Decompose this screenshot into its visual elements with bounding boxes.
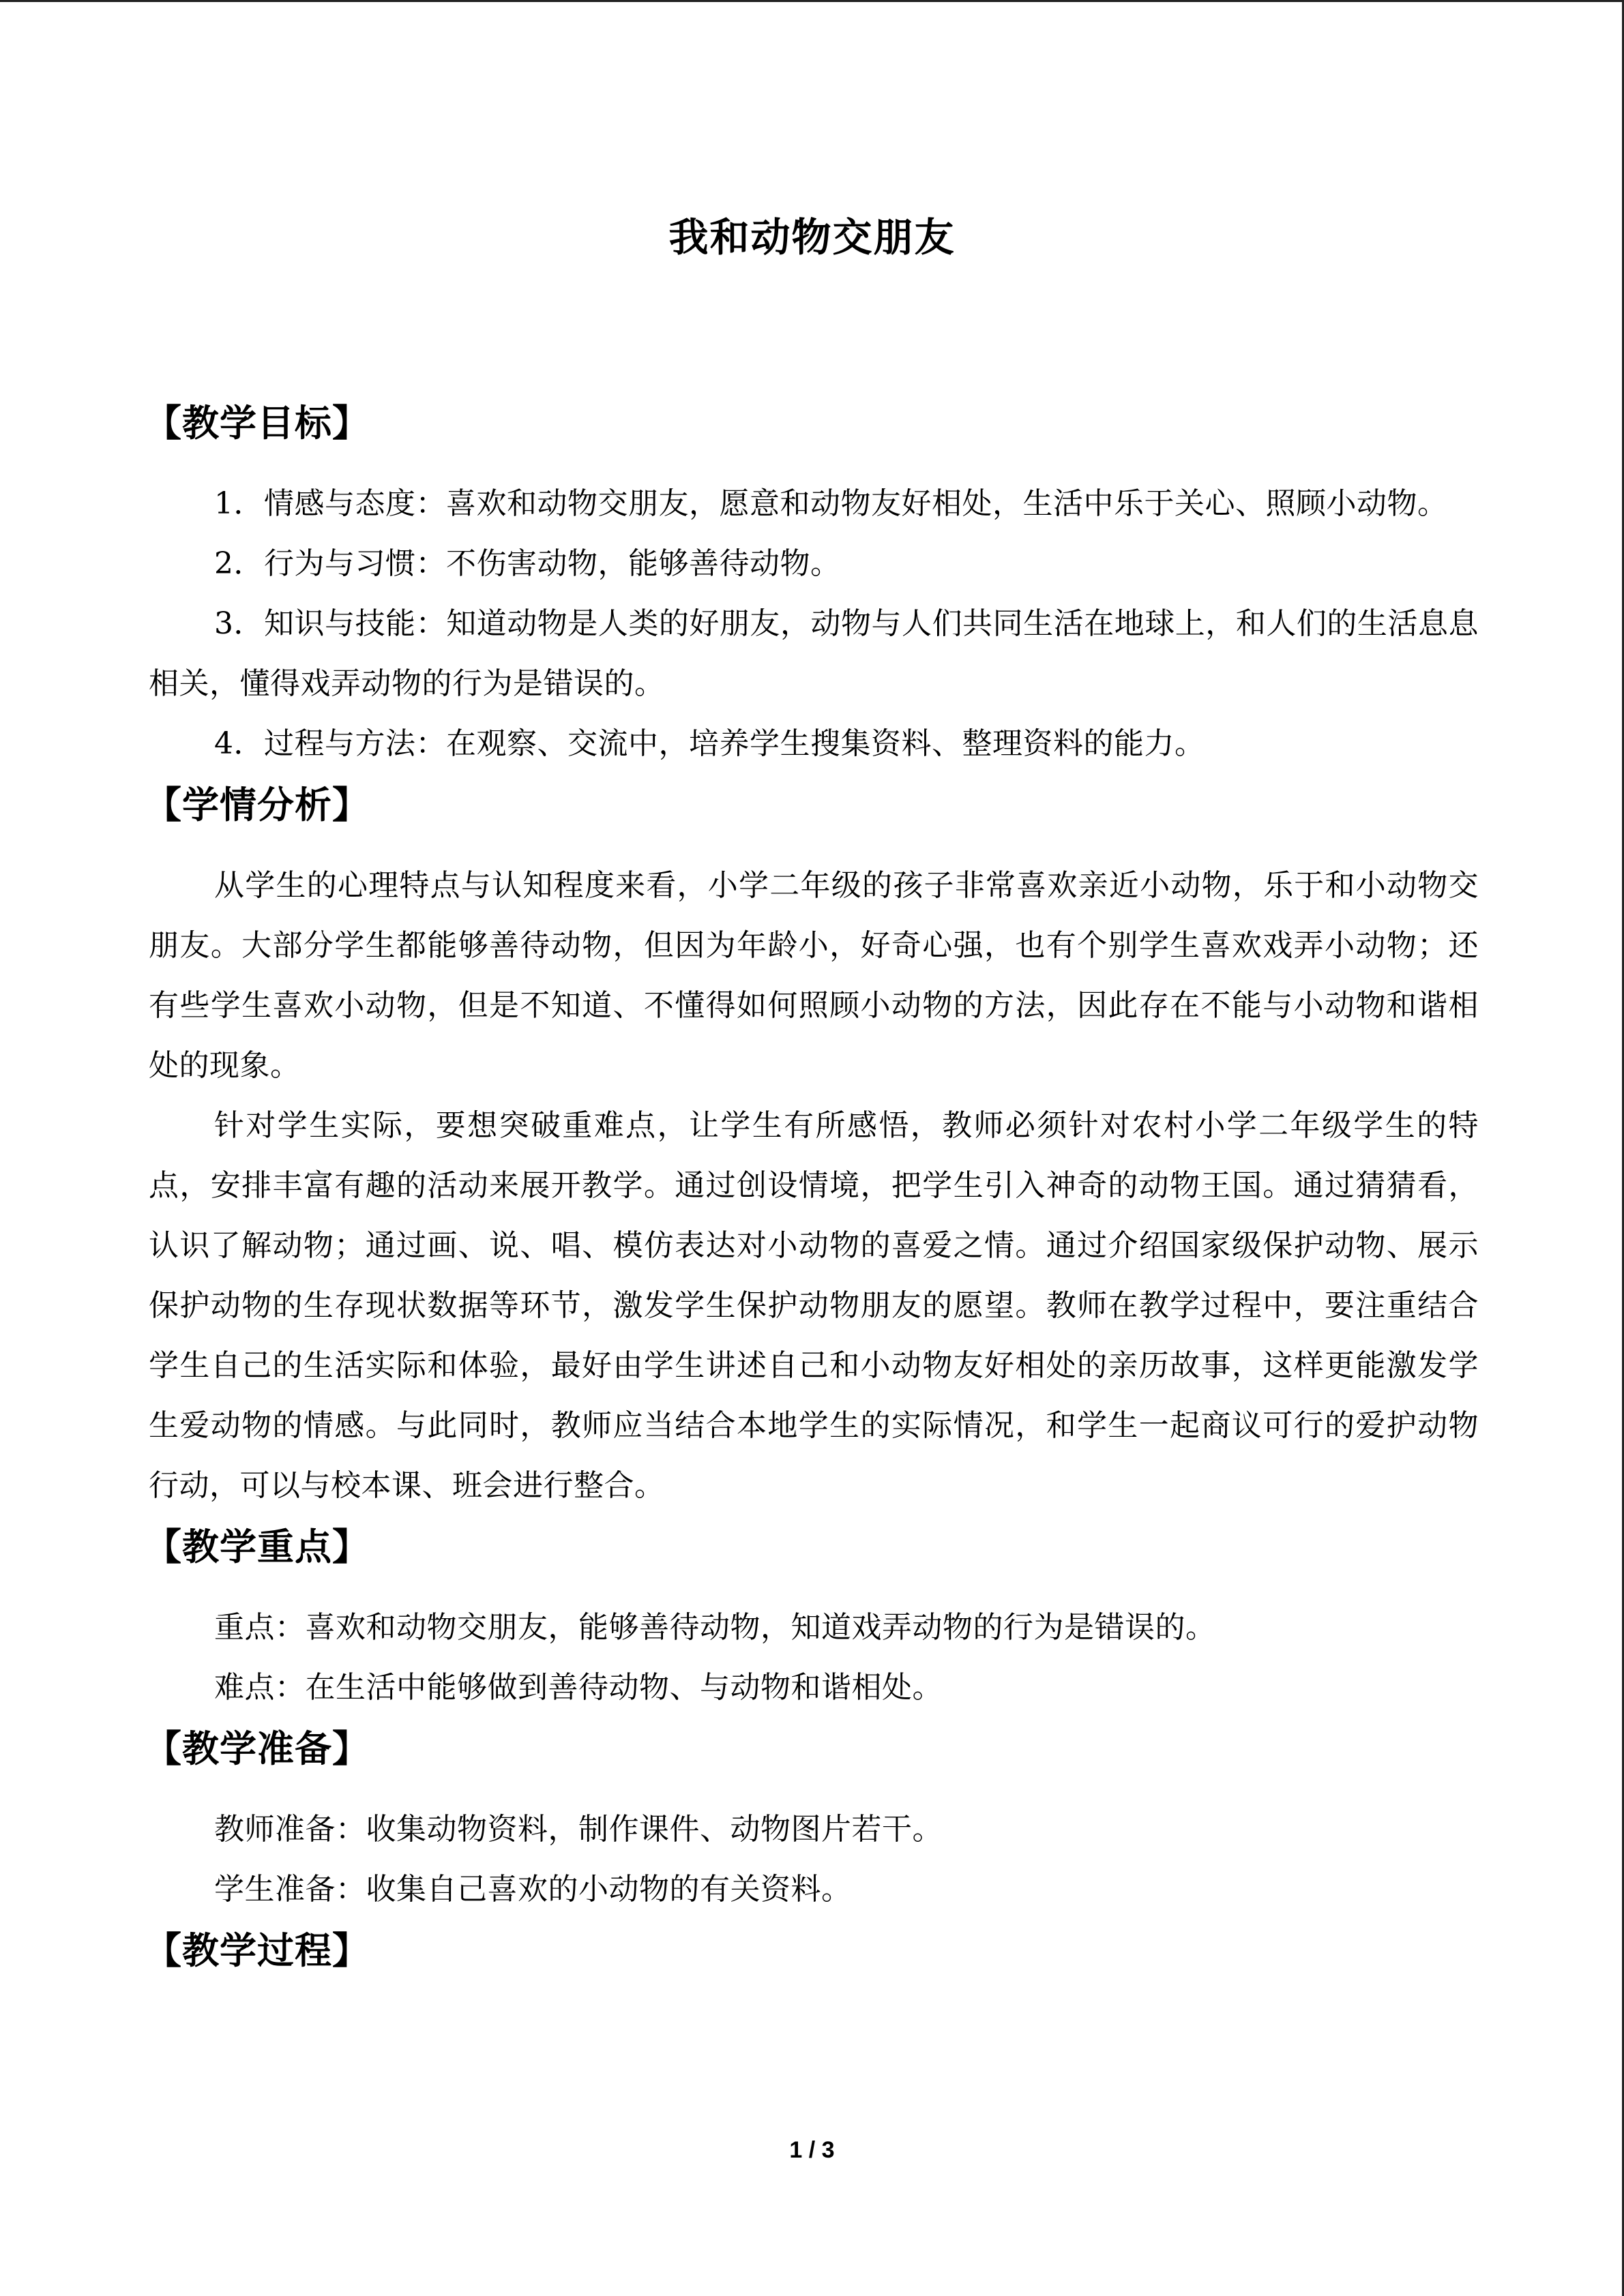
document-body — [145, 392, 1479, 1981]
paragraph: 2．行为与习惯：不伤害动物，能够善待动物。 — [214, 546, 841, 581]
document-title: 我和动物交朋友 — [668, 214, 956, 260]
section-heading-objectives: 【教学目标】 — [145, 401, 370, 445]
section-heading-preparation: 【教学准备】 — [145, 1727, 370, 1770]
paragraph: 难点：在生活中能够做到善待动物、与动物和谐相处。 — [214, 1670, 943, 1705]
paragraph: 教师准备：收集动物资料，制作课件、动物图片若干。 — [214, 1812, 943, 1847]
paragraph: 从学生的心理特点与认知程度来看，小学二年级的孩子非常喜欢亲近小动物，乐于和小动物交朋友。大部分学生都能够善待动物，但因为年龄小，好奇心强，也有个别学生喜欢戏弄小动物；还有些学生喜欢小动物，但是不知道、不懂得如何照顾小动物的方法，因此存在不能与小动物和谐相处的现象。 — [149, 868, 1479, 1083]
paragraph: 3．知识与技能：知道动物是人类的好朋友，动物与人们共同生活在地球上，和人们的生活息息相关，懂得戏弄动物的行为是错误的。 — [149, 606, 1479, 701]
paragraph: 重点：喜欢和动物交朋友，能够善待动物，知道戏弄动物的行为是错误的。 — [214, 1610, 1216, 1645]
paragraph: 4．过程与方法：在观察、交流中，培养学生搜集资料、整理资料的能力。 — [214, 726, 1205, 761]
paragraph: 1．情感与态度：喜欢和动物交朋友，愿意和动物友好相处，生活中乐于关心、照顾小动物。 — [214, 486, 1448, 521]
paragraph: 针对学生实际，要想突破重难点，让学生有所感悟，教师必须针对农村小学二年级学生的特点，安排丰富有趣的活动来展开教学。通过创设情境，把学生引入神奇的动物王国。通过猜猜看，认识了解动物；通过画、说、唱、模仿表达对小动物的喜爱之情。通过介绍国家级保护动物、展示保护动物的生存现状数据等环节，激发学生保护动物朋友的愿望。教师在教学过程中，要注重结合学生自己的生活实际和体验，最好由学生讲述自己和小动物友好相处的亲历故事，这样更能激发学生爱动物的情感。与此同时，教师应当结合本地学生的实际情况，和学生一起商议可行的爱护动物行动，可以与校本课、班会进行整合。 — [149, 1108, 1479, 1503]
paragraph: 学生准备：收集自己喜欢的小动物的有关资料。 — [214, 1872, 852, 1907]
page-number: 1 / 3 — [789, 2137, 835, 2163]
section-heading-key-points: 【教学重点】 — [145, 1525, 370, 1568]
section-heading-process: 【教学过程】 — [145, 1928, 370, 1972]
section-heading-analysis: 【学情分析】 — [145, 783, 370, 826]
